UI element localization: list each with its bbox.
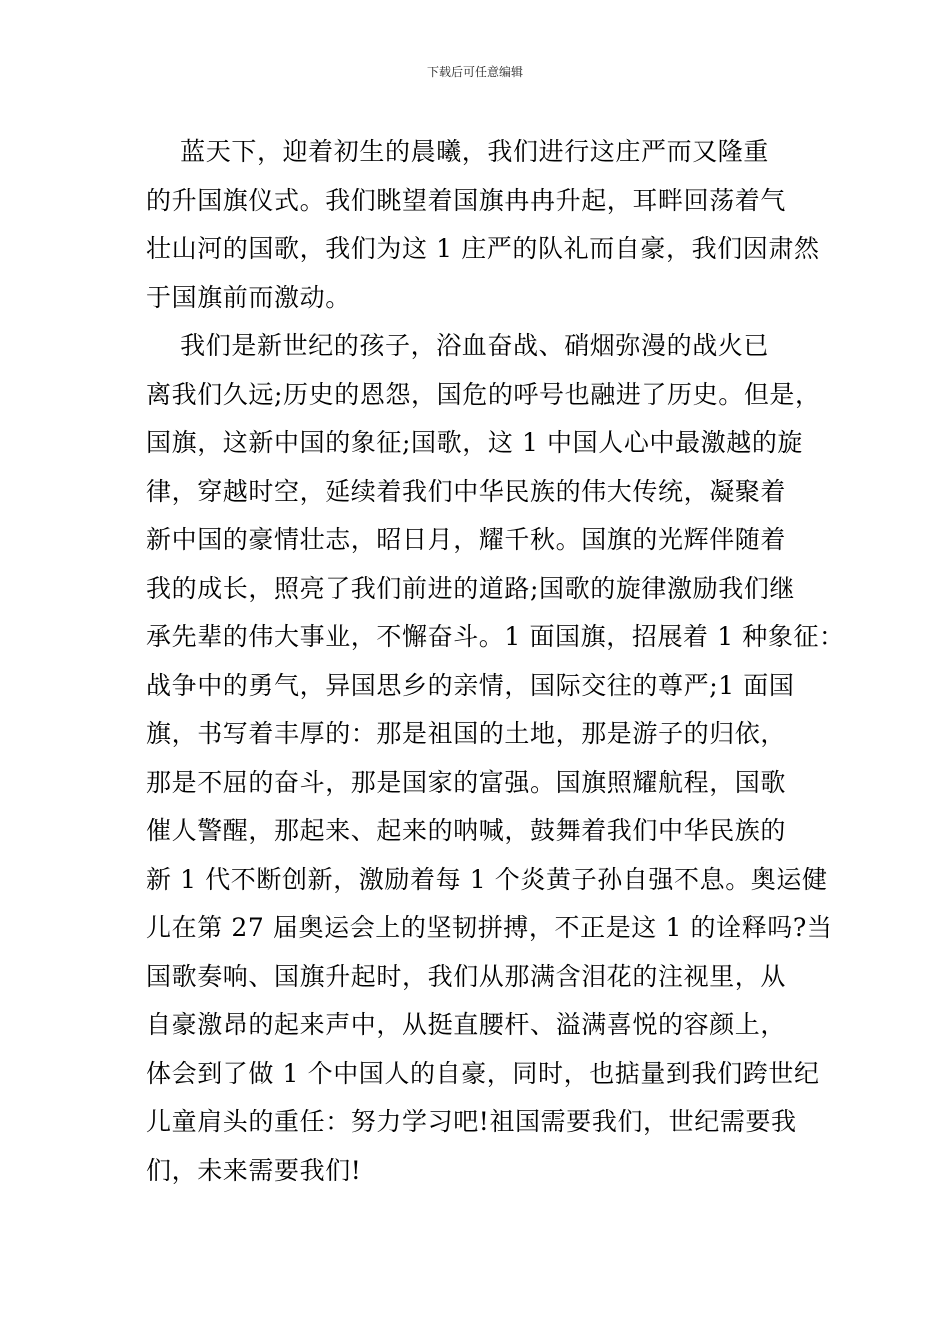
text-line: 国旗，这新中国的象征;国歌，这 1 中国人心中最激越的旋 <box>146 428 804 457</box>
text-line: 承先辈的伟大事业，不懈奋斗。1 面国旗，招展着 1 种象征： <box>146 622 845 651</box>
text-line: 蓝天下，迎着初生的晨曦，我们进行这庄严而又隆重 <box>146 137 769 166</box>
text-line: 儿童肩头的重任：努力学习吧!祖国需要我们，世纪需要我 <box>146 1107 797 1136</box>
text-line: 们，未来需要我们! <box>146 1155 362 1185</box>
text-line: 战争中的勇气，异国思乡的亲情，国际交往的尊严;1 面国 <box>146 670 795 700</box>
text-line: 律，穿越时空，延续着我们中华民族的伟大传统，凝聚着 <box>146 476 787 506</box>
text-line: 旗，书写着丰厚的：那是祖国的土地，那是游子的归依， <box>146 719 787 748</box>
text-line: 新中国的豪情壮志，昭日月，耀千秋。国旗的光辉伴随着 <box>146 525 787 554</box>
paragraph-2 <box>146 322 845 1195</box>
header-note: 下载后可任意编辑 <box>426 65 523 79</box>
text-line: 儿在第 27 届奥运会上的坚韧拼搏，不正是这 1 的诠释吗?当 <box>146 913 833 942</box>
text-line: 催人警醒，那起来、起来的呐喊，鼓舞着我们中华民族的 <box>146 816 787 845</box>
document-body <box>146 128 845 1195</box>
text-line: 的升国旗仪式。我们眺望着国旗冉冉升起，耳畔回荡着气 <box>146 185 787 215</box>
text-line: 自豪激昂的起来声中，从挺直腰杆、溢满喜悦的容颜上， <box>146 1010 787 1039</box>
text-line: 新 1 代不断创新，激励着每 1 个炎黄子孙自强不息。奥运健 <box>146 864 828 894</box>
text-line: 那是不屈的奋斗，那是国家的富强。国旗照耀航程，国歌 <box>146 767 787 797</box>
text-line: 我的成长，照亮了我们前进的道路;国歌的旋律激励我们继 <box>146 573 796 603</box>
text-line: 国歌奏响、国旗升起时，我们从那满含泪花的注视里，从 <box>146 961 787 991</box>
text-line: 离我们久远;历史的恩怨，国危的呼号也融进了历史。但是， <box>146 379 821 409</box>
text-line: 壮山河的国歌，我们为这 1 庄严的队礼而自豪，我们因肃然 <box>146 234 820 263</box>
text-line: 体会到了做 1 个中国人的自豪，同时，也掂量到我们跨世纪 <box>146 1058 820 1088</box>
text-line: 于国旗前而激动。 <box>146 282 351 312</box>
text-line: 我们是新世纪的孩子，浴血奋战、硝烟弥漫的战火已 <box>146 331 769 360</box>
paragraph-1 <box>146 128 820 322</box>
